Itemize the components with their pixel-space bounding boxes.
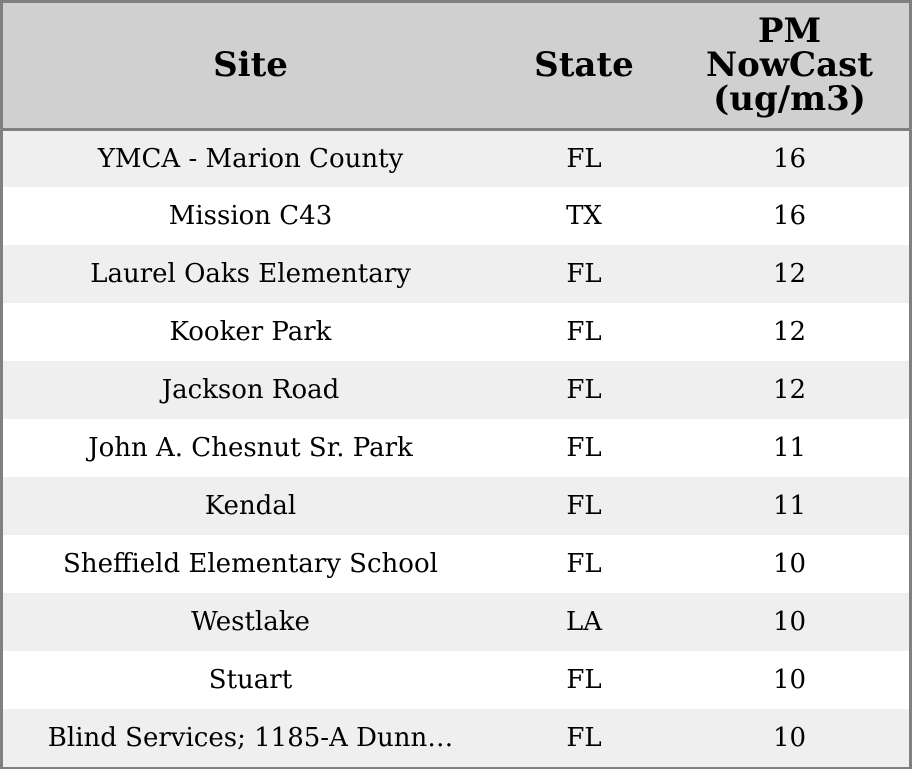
site-cell: Stuart (208, 665, 293, 695)
table-row (3, 419, 909, 477)
table-row (3, 245, 909, 303)
table-row (3, 593, 909, 651)
state-cell: TX (566, 201, 602, 231)
pm-cell: 11 (772, 491, 807, 521)
site-cell: Kendal (204, 491, 297, 521)
state-cell: FL (566, 375, 602, 405)
column-header-pm-nowcast (670, 3, 909, 129)
state-cell: FL (566, 317, 602, 347)
pm-cell: 16 (772, 201, 807, 231)
pm-cell: 11 (772, 433, 807, 463)
site-cell: Westlake (191, 607, 310, 637)
state-cell: FL (566, 259, 602, 289)
table-row (3, 303, 909, 361)
state-cell: FL (566, 549, 602, 579)
site-cell: YMCA - Marion County (97, 143, 404, 174)
pm-cell: 12 (772, 317, 807, 347)
state-cell: FL (566, 433, 602, 463)
pm-cell: 12 (772, 259, 807, 289)
table-row (3, 651, 909, 709)
site-cell: Blind Services; 1185-A Dunn… (47, 723, 454, 753)
pm-header-line-1: PM (757, 11, 822, 52)
pm-cell: 10 (772, 665, 807, 695)
state-cell: FL (566, 665, 602, 695)
state-cell: FL (566, 491, 602, 521)
pm-cell: 16 (772, 143, 807, 174)
pm-cell: 12 (772, 375, 807, 405)
pm-cell: 10 (772, 549, 807, 579)
state-cell: FL (566, 143, 602, 174)
site-cell: Laurel Oaks Elementary (90, 259, 411, 289)
table-row (3, 129, 909, 187)
site-cell: Jackson Road (161, 375, 340, 405)
pm-header-line-2: NowCast (706, 45, 873, 86)
site-cell: Mission C43 (168, 201, 333, 231)
table-body (3, 129, 909, 767)
site-cell: Kooker Park (169, 317, 332, 347)
table-row (3, 361, 909, 419)
table-row (3, 709, 909, 767)
pm-cell: 10 (772, 723, 807, 753)
table-row (3, 535, 909, 593)
pm-nowcast-table (3, 3, 909, 767)
table-row (3, 477, 909, 535)
state-cell: FL (566, 723, 602, 753)
pm-cell: 10 (772, 607, 807, 637)
table-row (3, 187, 909, 245)
column-header-site: Site (3, 3, 498, 129)
state-cell: LA (565, 607, 603, 637)
table-header (3, 3, 909, 129)
column-header-state: State (498, 3, 670, 129)
site-cell: Sheffield Elementary School (63, 549, 438, 579)
header-row (3, 3, 909, 129)
pm-header-line-3: (ug/m3) (713, 79, 866, 120)
site-cell: John A. Chesnut Sr. Park (88, 433, 413, 463)
